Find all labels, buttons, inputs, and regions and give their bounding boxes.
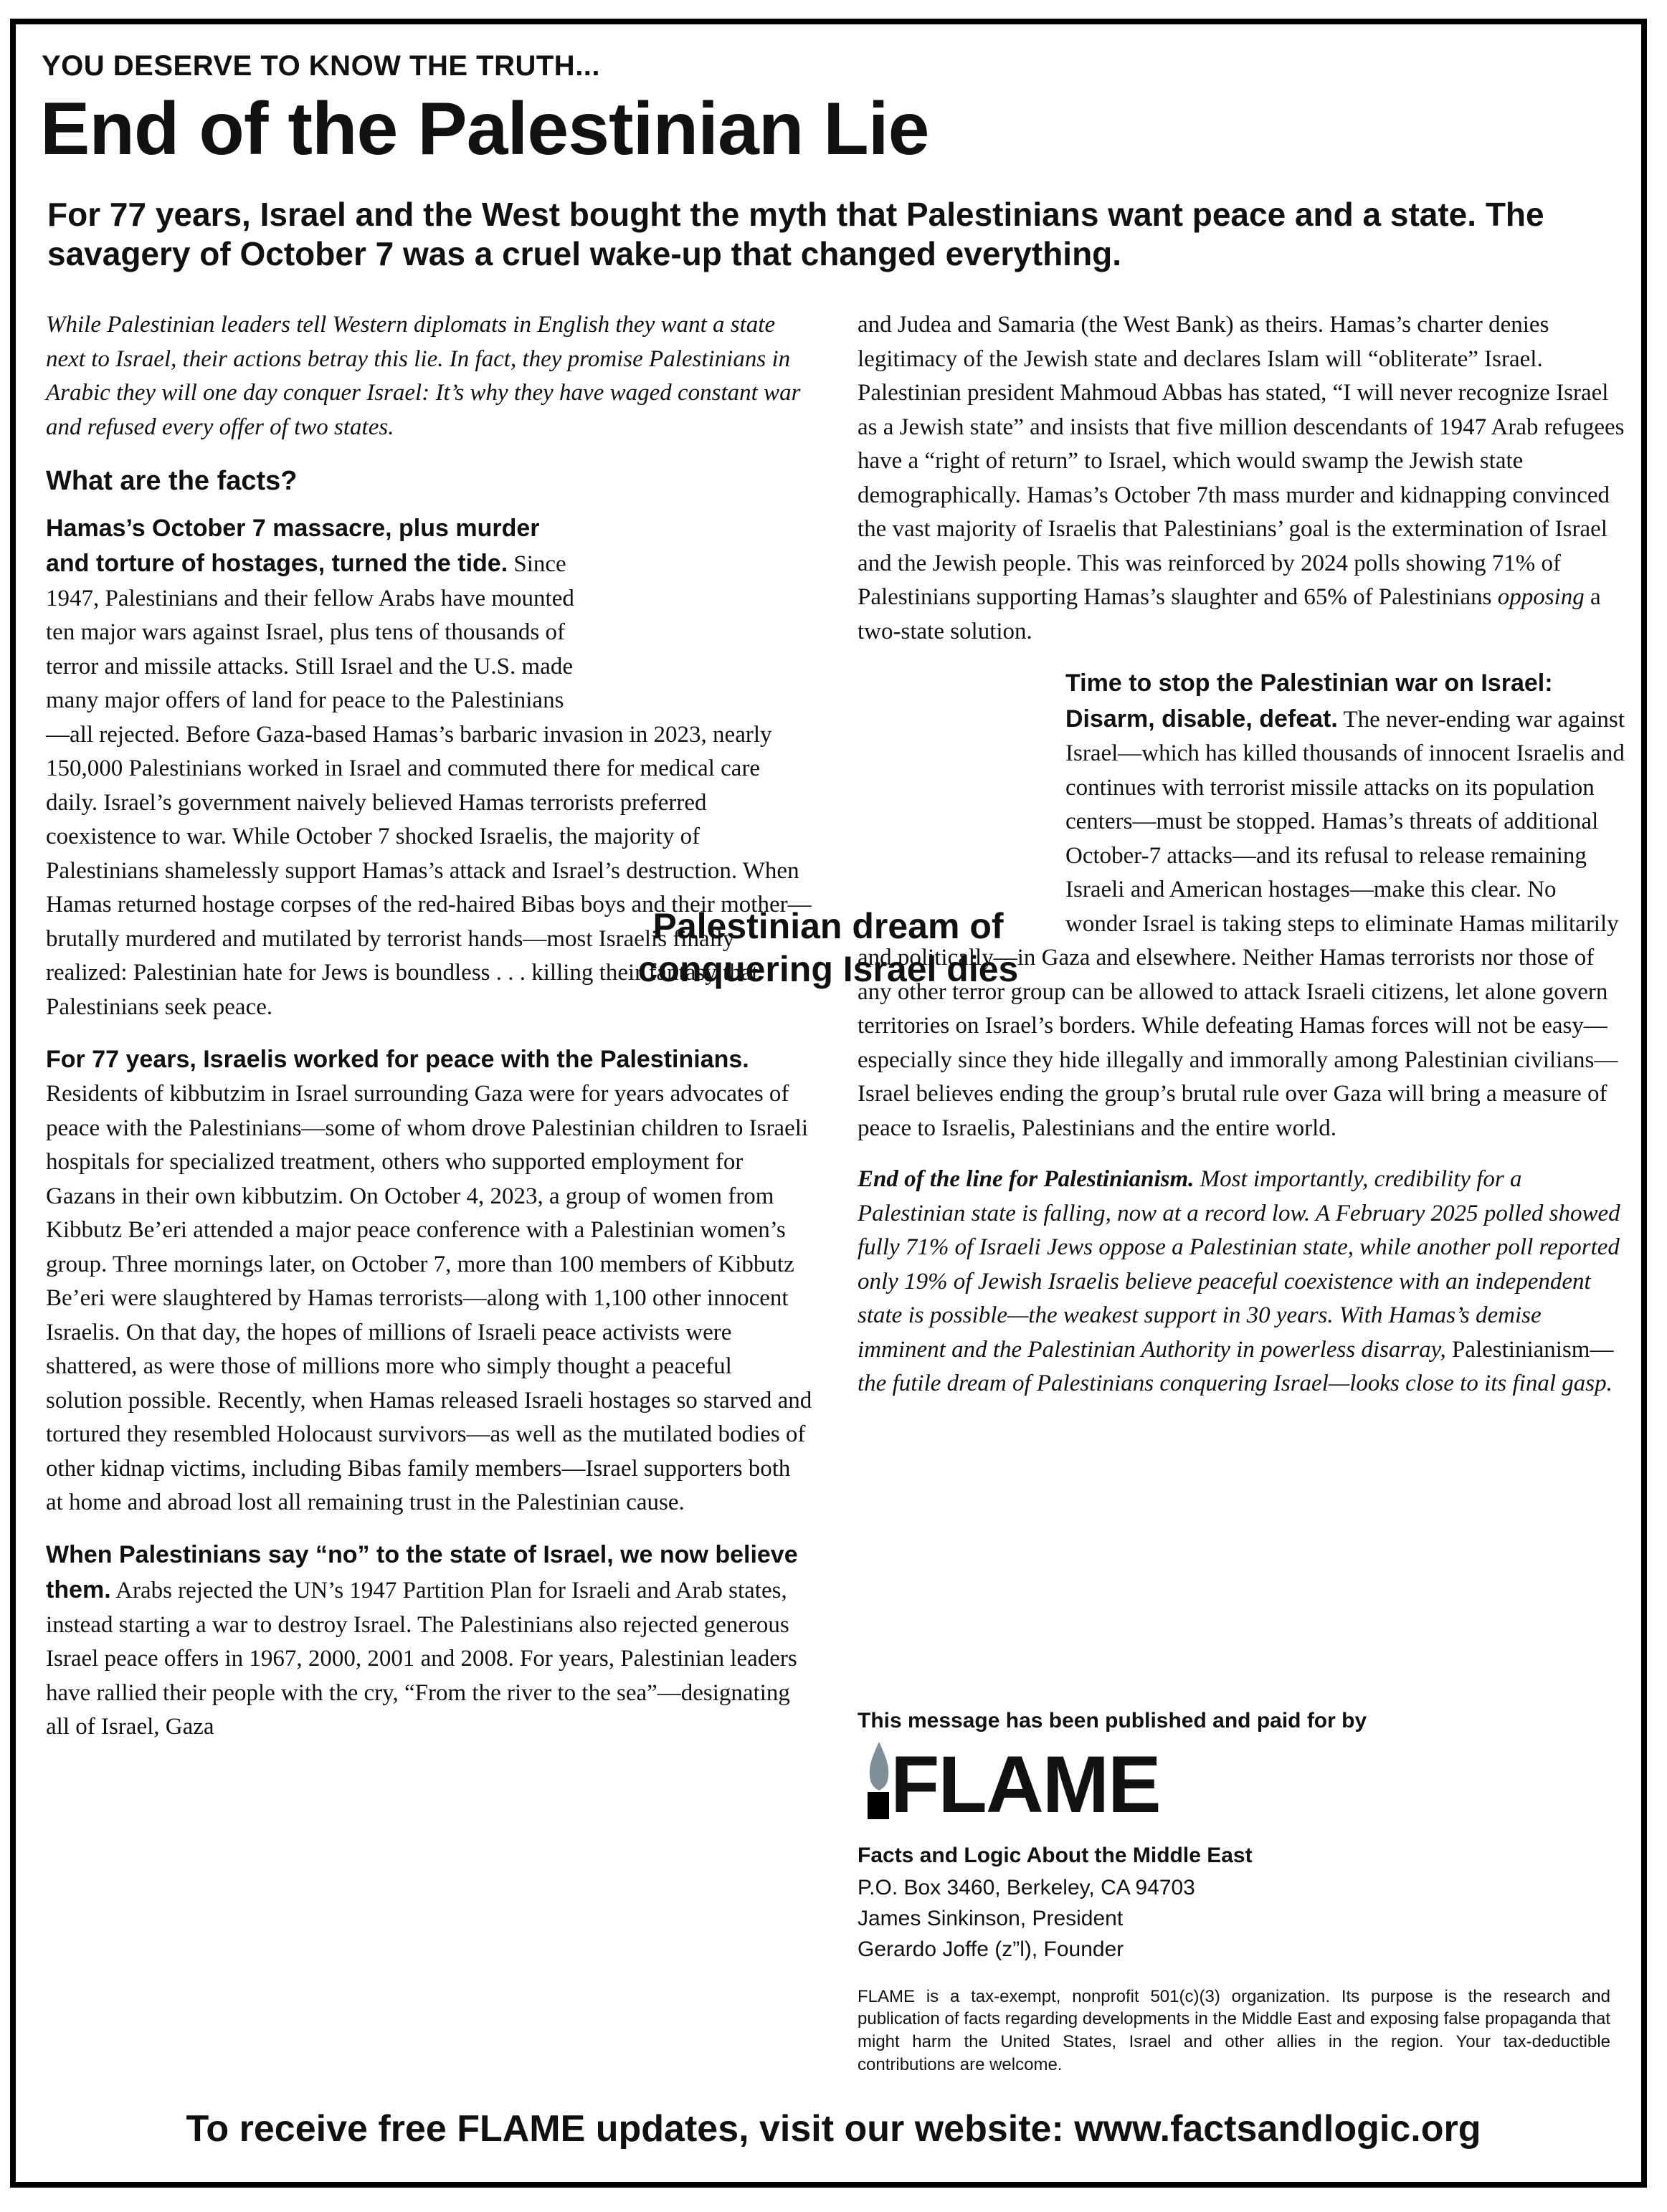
section-5 <box>858 1163 1625 1401</box>
org-disclaimer: FLAME is a tax-exempt, nonprofit 501(c)(3) organization. Its purpose is the research and publication of facts regarding developments in the Middle East and exposing false propaganda that might harm the United States, Israel and other allies in the region. Your tax-deductible contributions are welcome. <box>858 1986 1610 2074</box>
section-5-body: Most importantly, credibility for a Palestinian state is falling, now at a record low. A February 2025 polled showed fully 71% of Israeli Jews oppose a Palestinian state, while another poll reported only 19% of Jewish Israelis believe peaceful coexistence with an independent state is possible—the weakest support in 30 years. With Hamas’s demise imminent and the Palestinian Authority in powerless disarray, <box>858 1166 1620 1363</box>
org-founder: Gerardo Joffe (z”l), Founder <box>858 1937 1124 1962</box>
section-3-continuation: and Judea and Samaria (the West Bank) as theirs. Hamas’s charter denies legitimacy of the Jewish state and declares Islam will “obliterate” Israel. Palestinian president Mahmoud Abbas has stated, “I will never recognize Israel as a Jewish state” and insists that five million descendants of 1947 Arab refugees have a “right of return” to Israel, which would swamp the Jewish state demographically. Hamas’s October 7th mass murder and kidnapping convinced the vast majority of Israelis that Palestinians’ goal is the extermination of Israel and the Jewish people. This was reinforced by 2024 polls showing 71% of Palestinians supporting Hamas’s slaughter and 65% of Palestinians <box>858 312 1625 611</box>
pullquote: Palestinian dream of conquering Israel dies <box>637 906 1019 989</box>
sponsor-lead: This message has been published and paid for by <box>858 1709 1367 1732</box>
section-2-heading: For 77 years, Israelis worked for peace with the Palestinians. <box>46 1045 749 1073</box>
section-4-body: The never-ending war against Israel—which has killed thousands of innocent Israelis and continues with terrorist missile attacks on its population centers—must be stopped. Hamas’s threats of additional October-7 attacks—and its refusal to release remaining Israeli and American hostages—make this clear. No wonder Israel is taking steps to eliminate Hamas militarily and politically—in Gaza and elsewhere. Neither Hamas terrorists nor those of any other terror group can be allowed to attack Israeli citizens, let alone govern territories on Israel’s borders. While defeating Hamas forces will not be easy—especially since they hide illegally and immorally among Palestinian civilians—Israel believes ending the group’s brutal rule over Gaza will bring a measure of peace to Israelis, Palestinians and the entire world. <box>858 706 1625 1141</box>
section-2 <box>46 1042 813 1520</box>
section-5-heading: End of the line for Palestinianism. <box>858 1166 1195 1193</box>
pullquote-spacer-right <box>858 723 1065 924</box>
section-1-heading: Hamas’s October 7 massacre, plus murder and torture of hostages, turned the tide. <box>46 514 540 578</box>
section-3-heading: When Palestinians say “no” to the state of Israel, we now believe them. <box>46 1540 798 1604</box>
section-4-heading: Time to stop the Palestinian war on Israel: Disarm, disable, defeat. <box>1065 669 1553 733</box>
section-3-continued <box>858 308 1625 649</box>
org-name: Facts and Logic About the Middle East <box>858 1844 1253 1867</box>
section-3-body: Arabs rejected the UN’s 1947 Partition Plan for Israeli and Arab states, instead starting a war to destroy Israel. The Palestinians also rejected generous Israel peace offers in 1967, 2000, 2001 and 2008. For years, Palestinian leaders have rallied their people with the cry, “From the river to the sea”—designating all of Israel, Gaza <box>46 1578 797 1740</box>
section-1-body: Since 1947, Palestinians and their fellow Arabs have mounted ten major wars against Israel, plus tens of thousands of terror and missile attacks. Still Israel and the U.S. made many major offers of land for peace to the Palestinians—all rejected. Before Gaza-based Hamas’s barbaric invasion in 2023, nearly 150,000 Palestinians worked in Israel and commuted there for medical care daily. Israel’s government naively believed Hamas terrorists preferred coexistence to war. While October 7 shocked Israelis, the majority of Palestinians shamelessly support Hamas’s attack and Israel’s destruction. When Hamas returned hostage corpses of the red-haired Bibas boys and their mother—brutally murdered and mutilated by terrorist hands—most Israelis finally realized: Palestinian hate for Jews is boundless . . . killing their fantasy that Palestinians seek peace. <box>46 551 812 1020</box>
section-3-emphasis: opposing <box>1497 584 1585 611</box>
org-president: James Sinkinson, President <box>858 1907 1124 1931</box>
lede: While Palestinian leaders tell Western diplomats in English they want a state next to Israel, their actions betray this lie. In fact, they promise Palestinians in Arabic they will one day conquer Israel: It’s why they have waged constant war and refused every offer of two states. <box>46 312 801 440</box>
section-3-end: a two-state solution. <box>858 584 1601 644</box>
section-2-body: Residents of kibbutzim in Israel surrounding Gaza were for years advocates of peace with the Palestinians—some of whom drove Palestinian children to Israeli hospitals for specialized treatment, others who supported employment for Gazans in their own kibbutzim. On October 4, 2023, a group of women from Kibbutz Be’eri attended a major peace conference with a Palestinian women’s group. Three mornings later, on October 7, more than 100 members of Kibbutz Be’eri were slaughtered by Hamas terrorists—along with 1,100 other innocent Israelis. On that day, the hopes of millions of Israeli peace activists were shattered, as were those of millions more who simply thought a peaceful solution possible. Recently, when Hamas released Israeli hostages so starved and tortured they resembled Holocaust survivors—as well as the mutilated bodies of other kidnap victims, including Bibas family members—Israel supporters both at home and abroad lost all remaining trust in the Palestinian cause. <box>46 1081 812 1516</box>
deck: For 77 years, Israel and the West bought the myth that Palestinians want peace and a state. The savagery of October 7 was a cruel wake-up that changed everything. <box>47 196 1544 273</box>
sponsor-block <box>858 1709 1610 2076</box>
org-address: P.O. Box 3460, Berkeley, CA 94703 <box>858 1876 1195 1899</box>
pullquote-spacer <box>576 511 813 712</box>
kicker: YOU DESERVE TO KNOW THE TRUTH... <box>42 50 601 82</box>
headline: End of the Palestinian Lie <box>40 87 929 171</box>
website-cta[interactable]: To receive free FLAME updates, visit our website: www.factsandlogic.org <box>186 2108 1481 2150</box>
flame-logo <box>858 1739 1610 1829</box>
section-5-roman: Palestinianism— <box>1451 1336 1614 1363</box>
section-3 <box>46 1538 813 1745</box>
facts-heading: What are the facts? <box>46 466 298 497</box>
logo-text: FLAME <box>891 1739 1160 1829</box>
section-5-end: the futile dream of Palestinians conquering Israel—looks close to its final gasp. <box>858 1370 1613 1397</box>
right-column <box>858 308 1625 1419</box>
left-column <box>46 308 813 1762</box>
